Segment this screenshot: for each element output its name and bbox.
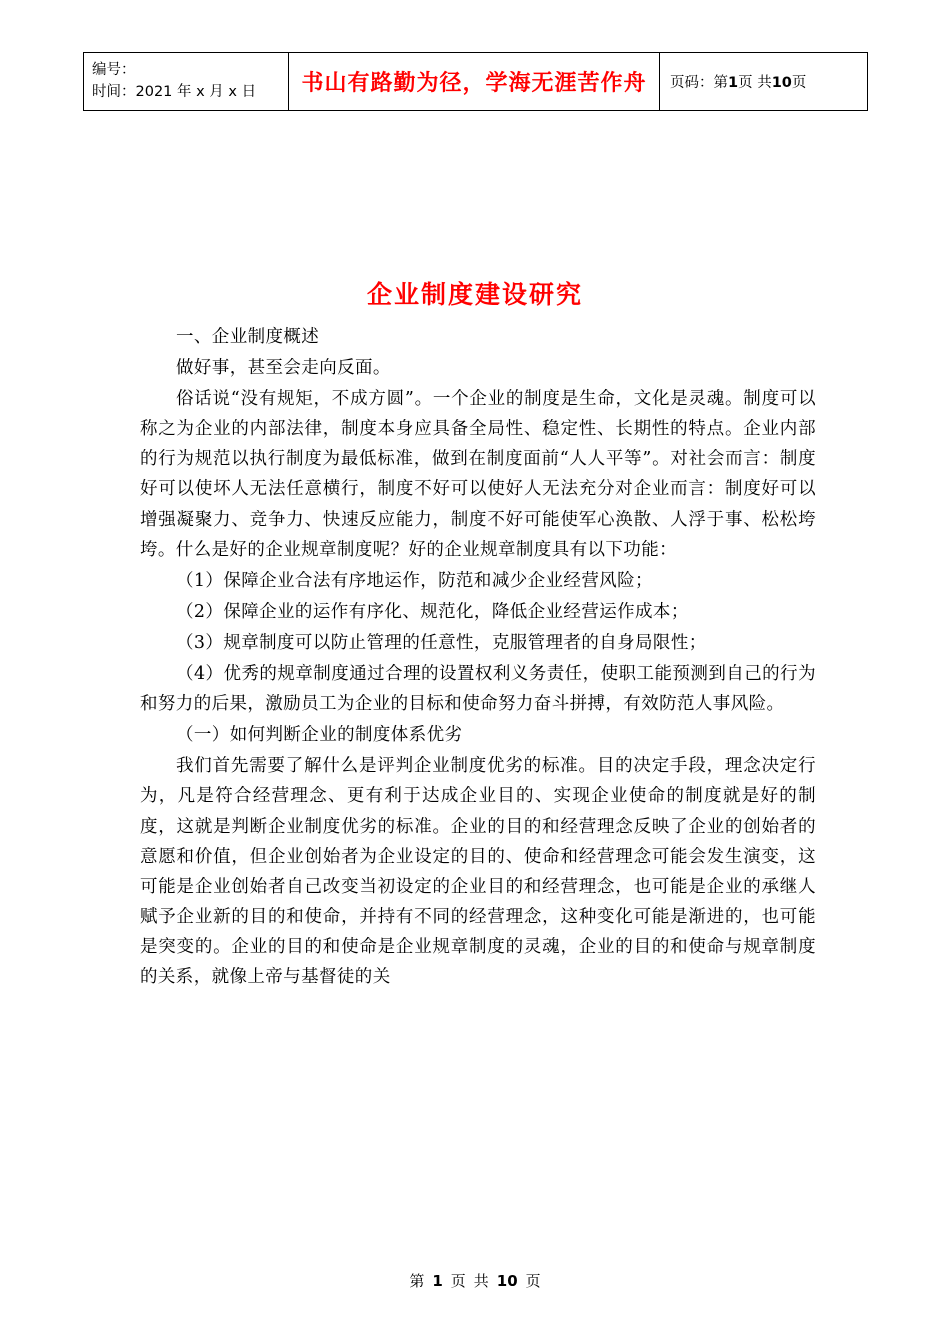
page-title: 企业制度建设研究	[366, 280, 583, 309]
list-item-3: （3）规章制度可以防止管理的任意性，克服管理者的自身局限性；	[176, 632, 707, 653]
header-time-label: 时间：2021 年 x 月 x 日	[92, 84, 257, 101]
header-current-page: 1	[728, 74, 739, 91]
paragraph-3: 俗话说“没有规矩，不成方圆”。一个企业的制度是生命，文化是灵魂。制度可以称之为企业的内部法律，制度本身应具备全局性、稳定性、长期性的特点。企业内部的行为规范以执行制度为最低标准，做到在制度面前“人人平等”。对社会而言：制度好可以使坏人无法任意横行，制度不好可以使好人无法充分对企业而言：制度好可以增强凝聚力、竞争力、快速反应能力，制度不好可能使军心涣散、人浮于事、松松垮垮。什么是好的企业规章制度呢？好的企业规章制度具有以下功能：	[140, 389, 816, 560]
footer-total-prefix: 共	[473, 1272, 489, 1290]
header-current-suffix: 页	[738, 74, 753, 91]
paragraph-9: 我们首先需要了解什么是评判企业制度优劣的标准。目的决定手段，理念决定行为，凡是符合经营理念、更有利于达成企业目的、实现企业使命的制度就是好的制度，这就是判断企业制度优劣的标准。企业的目的和经营理念反映了企业的创始者的意愿和价值，但企业创始者为企业设定的目的、使命和经营理念可能会发生演变，这可能是企业创始者自己改变当初设定的企业目的和经营理念，也可能是企业的承继人赋予企业新的目的和使命，并持有不同的经营理念，这种变化可能是渐进的，也可能是突变的。企业的目的和使命是企业规章制度的灵魂，企业的目的和使命与规章制度的关系，就像上帝与基督徒的关	[140, 756, 816, 987]
header-row	[84, 53, 868, 111]
page-header-table	[83, 52, 868, 111]
header-current-prefix: 第	[713, 74, 728, 91]
footer-current-suffix: 页	[450, 1272, 466, 1290]
section-heading-1: 一、企业制度概述	[176, 327, 320, 347]
list-item-1: （1）保障企业合法有序地运作，防范和减少企业经营风险；	[176, 570, 653, 591]
page-footer	[0, 1270, 950, 1291]
header-number-label: 编号：	[92, 62, 136, 78]
header-total-suffix: 页	[791, 74, 807, 91]
paragraph-2: 做好事，甚至会走向反面。	[176, 358, 391, 379]
document-body	[140, 322, 816, 993]
header-page-label: 页码：	[670, 74, 714, 91]
header-total-pages: 10	[771, 74, 792, 91]
header-left-cell	[84, 53, 289, 111]
footer-current-prefix: 第	[409, 1272, 425, 1290]
header-pagination	[660, 53, 868, 111]
list-item-4: （4）优秀的规章制度通过合理的设置权利义务责任，使职工能预测到自己的行为和努力的后果，激励员工为企业的目标和使命努力奋斗拼搏，有效防范人事风险。	[140, 664, 816, 715]
footer-current-page: 1	[432, 1272, 443, 1290]
footer-total-pages: 10	[496, 1272, 518, 1290]
list-item-2: （2）保障企业的运作有序化、规范化，降低企业经营运作成本；	[176, 601, 689, 622]
header-total-prefix: 共	[757, 74, 772, 91]
footer-total-suffix: 页	[525, 1272, 541, 1290]
header-slogan: 书山有路勤为径，学海无涯苦作舟	[289, 53, 660, 111]
subsection-heading-1: （一）如何判断企业的制度体系优劣	[176, 725, 463, 746]
